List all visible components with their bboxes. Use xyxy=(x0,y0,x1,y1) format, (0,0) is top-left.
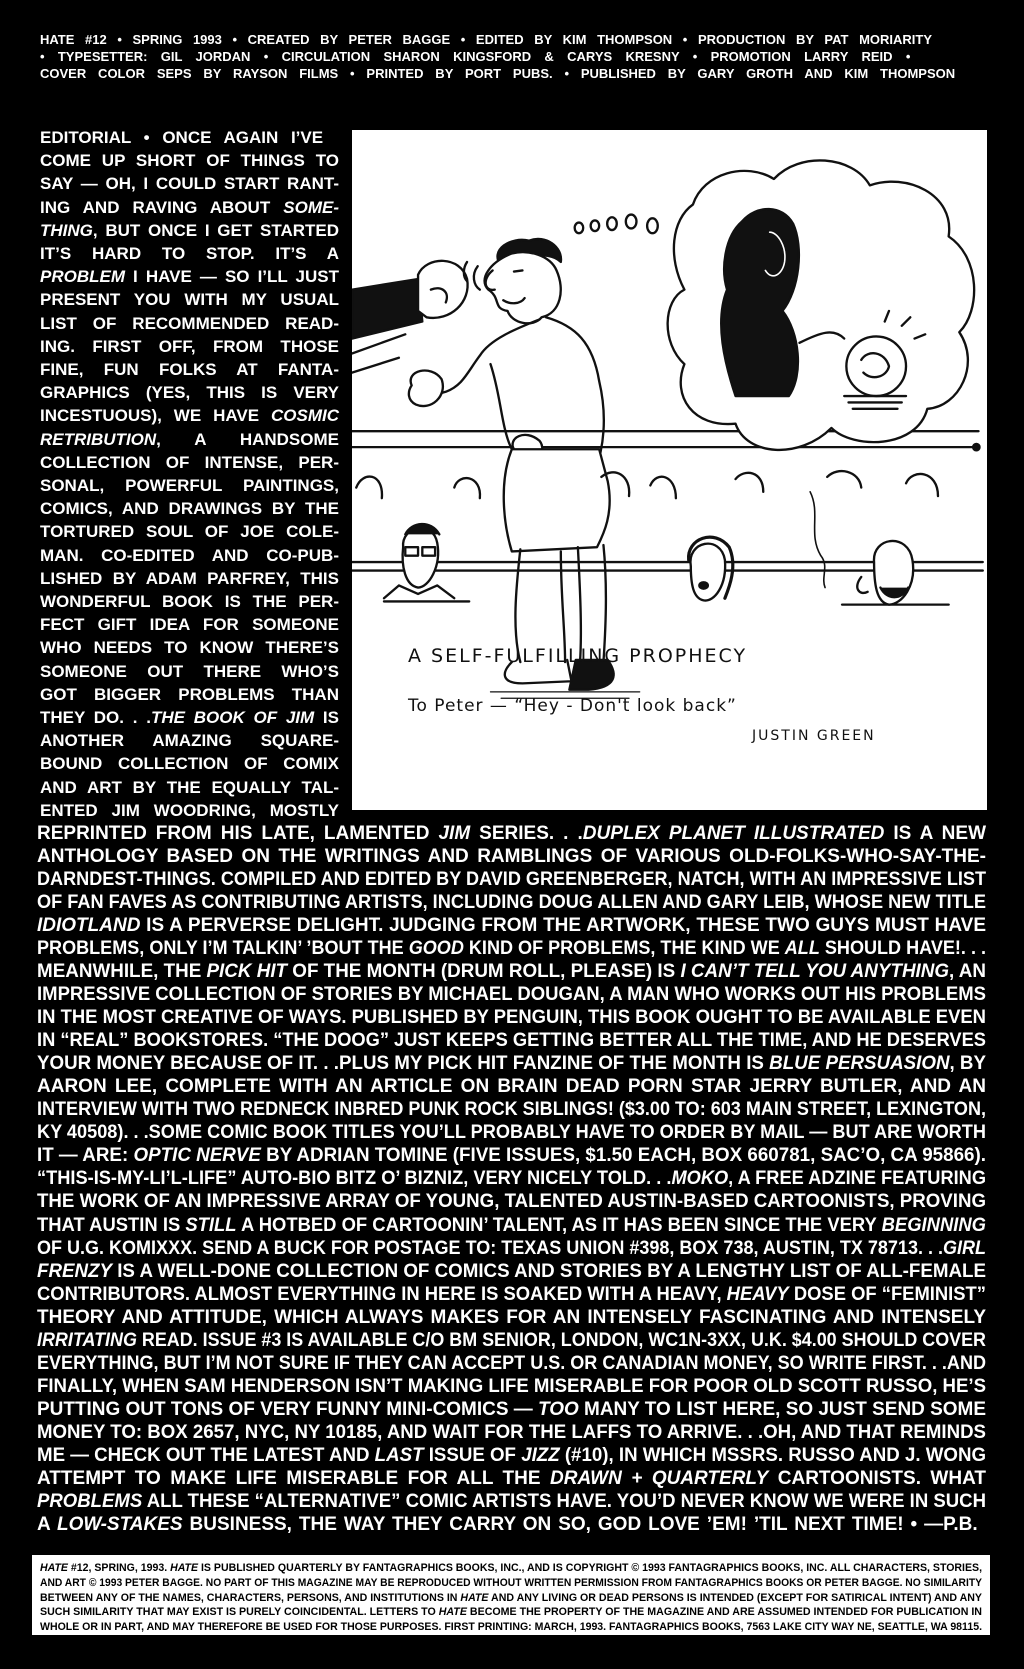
text-line-content xyxy=(37,1375,986,1398)
text-line-content xyxy=(37,914,986,937)
artist-signature: JUSTIN GREEN xyxy=(752,728,876,744)
text-line xyxy=(37,1375,986,1398)
text-line-content xyxy=(37,1190,986,1213)
text-line xyxy=(40,126,339,149)
text-line-content xyxy=(37,845,986,868)
text-line-content xyxy=(37,1167,986,1190)
text-run: AND ART BY THE EQUALLY TAL- xyxy=(40,777,339,797)
text-run: , BY xyxy=(949,1053,986,1075)
text-line xyxy=(40,1591,982,1605)
italic-title: IDIOTLAND xyxy=(37,915,141,937)
text-line-content xyxy=(40,451,339,474)
text-line xyxy=(40,1620,982,1634)
italic-title: DUPLEX PLANET ILLUSTRATED xyxy=(582,823,885,844)
text-run: SONAL, POWERFUL PAINTINGS, xyxy=(40,476,339,495)
italic-title: PROBLEMS xyxy=(37,1490,143,1512)
text-run: ALL THESE “ALTERNATIVE” COMIC ARTISTS HAVE. YOU’D NEVER KNOW WE WERE IN SUCH xyxy=(142,1490,986,1512)
text-line xyxy=(37,1329,986,1352)
text-run: FINE, FUN FOLKS AT FANTA- xyxy=(40,360,339,379)
italic-title: I CAN’T TELL YOU ANYTHING xyxy=(680,961,950,983)
text-run: LIST OF RECOMMENDED READ- xyxy=(40,313,339,333)
text-run: IT — ARE: xyxy=(37,1145,134,1167)
text-run: COLLECTION OF INTENSE, PER- xyxy=(40,452,339,472)
text-run: MONEY TO: BOX 2657, NYC, NY 10185, AND WAIT FOR THE LAFFS TO ARRIVE. . .OH, AND THAT REMINDS xyxy=(37,1421,986,1443)
text-run: GOT BIGGER PROBLEMS THAN xyxy=(40,684,339,704)
text-line xyxy=(37,1006,986,1029)
text-line-content xyxy=(37,983,986,1006)
text-line xyxy=(37,1444,986,1467)
text-line-content xyxy=(40,242,339,265)
text-line-content xyxy=(40,312,339,335)
text-run: • TYPESETTER: GIL JORDAN • CIRCULATION SHARON KINGSFORD & CARYS KRESNY • PROMOTION LARRY REID • xyxy=(40,49,911,64)
text-run: TORTURED SOUL OF JOE COLE- xyxy=(40,522,339,542)
text-line xyxy=(40,149,339,172)
text-line xyxy=(37,1467,986,1490)
text-run: REPRINTED FROM HIS LATE, LAMENTED xyxy=(37,823,439,844)
text-line-content xyxy=(40,196,339,219)
text-run: OF FAN FAVES AS CONTRIBUTING ARTISTS, INCLUDING DOUG ALLEN AND GARY LEIB, WHOSE NEW TITLE xyxy=(37,892,986,914)
text-run: , AN xyxy=(949,961,986,983)
text-line-content xyxy=(40,219,339,242)
italic-title: LAST xyxy=(374,1444,424,1466)
text-run: ANTHOLOGY BASED ON THE WRITINGS AND RAMBLINGS OF VARIOUS OLD-FOLKS-WHO-SAY-THE- xyxy=(37,846,986,868)
italic-title: FRENZY xyxy=(37,1260,113,1282)
text-run: EVERYTHING, BUT I’M NOT SURE IF THEY CAN ACCEPT U.S. OR CANADIAN MONEY, SO WRITE FIRST. . .AND xyxy=(37,1352,986,1374)
spectator-woman xyxy=(689,537,733,600)
text-line xyxy=(40,32,988,48)
text-run: KIND OF PROBLEMS, THE KIND WE xyxy=(463,938,785,960)
text-line xyxy=(40,474,339,497)
text-line xyxy=(37,1490,986,1513)
text-line xyxy=(40,799,339,822)
text-line xyxy=(37,1098,986,1121)
text-line-content xyxy=(37,1144,986,1167)
text-run: FECT GIFT IDEA FOR SOMEONE xyxy=(40,615,339,635)
text-line-content xyxy=(40,66,955,82)
text-line-content xyxy=(40,613,339,636)
text-line xyxy=(40,497,339,520)
italic-title: RETRIBUTION xyxy=(40,429,157,449)
italic-title: HATE xyxy=(438,1606,467,1619)
text-run: BECOME THE PROPERTY OF THE MAGAZINE AND ARE ASSUMED INTENDED FOR PUBLICATION IN xyxy=(466,1606,982,1619)
text-line-content xyxy=(37,1260,986,1283)
italic-title: STILL xyxy=(185,1214,237,1236)
text-run: ENTED JIM WOODRING, MOSTLY xyxy=(40,800,339,820)
text-line-content xyxy=(40,149,339,172)
text-line xyxy=(37,1237,986,1260)
text-line-content xyxy=(37,1444,986,1467)
text-line-content xyxy=(40,428,339,451)
text-line-content xyxy=(40,567,339,590)
italic-title: JIM xyxy=(438,823,471,844)
text-run: , BUT ONCE I GET STARTED xyxy=(92,220,339,240)
text-run: COMICS, AND DRAWINGS BY THE xyxy=(40,499,339,519)
text-line xyxy=(40,335,339,358)
text-line xyxy=(40,381,339,404)
italic-title: SOME- xyxy=(283,197,339,217)
text-line xyxy=(40,66,988,82)
italic-title: THE BOOK OF JIM xyxy=(150,708,315,727)
text-run: , A FREE ADZINE FEATURING xyxy=(728,1168,986,1190)
text-line xyxy=(37,1167,986,1190)
punching-glove-icon xyxy=(352,261,468,373)
text-line-content xyxy=(40,474,339,497)
text-line-content xyxy=(40,404,339,427)
text-run: BUSINESS, THE WAY THEY CARRY ON SO, GOD LOVE ’EM! ’TIL NEXT TIME! • —P.B. xyxy=(182,1513,978,1535)
text-run: MANY TO LIST HERE, SO JUST SEND SOME xyxy=(578,1398,986,1420)
text-run: IS xyxy=(314,708,339,727)
text-run: IN THE MOST CREATIVE OF WAYS. PUBLISHED BY PENGUIN, THIS BOOK OUGHT TO BE AVAILABLE EVEN xyxy=(37,1007,986,1029)
text-line-content xyxy=(37,1006,986,1029)
text-line-content xyxy=(40,660,339,683)
text-run: WONDERFUL BOOK IS THE PER- xyxy=(40,592,339,611)
text-run: HATE #12 • SPRING 1993 • CREATED BY PETER BAGGE • EDITED BY KIM THOMPSON • PRODUCTION BY PAT MORIARITY xyxy=(40,32,933,47)
text-line xyxy=(37,1283,986,1306)
text-line-content xyxy=(37,1306,986,1329)
audience xyxy=(356,471,948,605)
text-run: I HAVE — SO I’LL JUST xyxy=(125,267,339,287)
text-line-content xyxy=(37,1421,986,1444)
text-run: AND ART © 1993 PETER BAGGE. NO PART OF THIS MAGAZINE MAY BE REPRODUCED WITHOUT WRITTEN PERMISSION FROM FANTAGRAPHICS BOOKS OR PETER BAGGE. NO SIMILARITY xyxy=(40,1576,982,1589)
text-run: READ. ISSUE #3 IS AVAILABLE C/O BM SENIOR, LONDON, WC1N-3XX, U.K. $4.00 SHOULD COVER xyxy=(136,1329,986,1351)
text-run: INTERVIEW WITH TWO REDNECK INBRED PUNK ROCK SIBLINGS! ($3.00 TO: 603 MAIN STREET, LEXINGTON, xyxy=(37,1099,986,1121)
text-line-content xyxy=(40,683,339,706)
text-run: , A HANDSOME xyxy=(156,429,339,449)
text-line-content xyxy=(40,729,339,752)
text-run: SHOULD HAVE!. . . xyxy=(819,938,986,960)
text-line xyxy=(37,960,986,983)
text-line-content xyxy=(37,1398,986,1421)
text-line xyxy=(37,1214,986,1237)
spectator-bald-man xyxy=(810,492,949,605)
text-line xyxy=(40,172,339,195)
text-run: ME — CHECK OUT THE LATEST AND xyxy=(37,1444,375,1466)
illustration-caption: A SELF-FULFILLING PROPHECY xyxy=(408,645,748,667)
text-line xyxy=(40,1576,982,1590)
text-line xyxy=(40,312,339,335)
text-run: OF THE MONTH (DRUM ROLL, PLEASE) IS xyxy=(287,961,681,983)
text-run: THAT AUSTIN IS xyxy=(37,1214,186,1236)
italic-title: DRAWN + QUARTERLY xyxy=(550,1467,769,1489)
text-line-content xyxy=(40,358,339,381)
text-run: WHO NEEDS TO KNOW THERE’S xyxy=(40,638,339,658)
text-run: GRAPHICS (YES, THIS IS VERY xyxy=(40,383,339,403)
italic-title: LOW-STAKES xyxy=(56,1513,183,1535)
text-line-content xyxy=(37,1237,986,1260)
text-run: PUTTING OUT TONS OF VERY FUNNY MINI-COMICS — xyxy=(37,1398,538,1420)
italic-title: HATE xyxy=(40,1562,68,1574)
text-line-content xyxy=(37,1352,986,1375)
text-line-content xyxy=(40,1576,982,1590)
text-run: IN “REAL” BOOKSTORES. “THE DOOG” JUST KEEPS GETTING BETTER ALL THE TIME, AND HE DESERVES xyxy=(37,1030,986,1052)
text-run: IT’S HARD TO STOP. IT’S A xyxy=(40,244,339,263)
italic-title: GOOD xyxy=(408,938,464,960)
text-run: DOSE OF “FEMINIST” xyxy=(788,1283,986,1305)
text-line xyxy=(37,983,986,1006)
text-line-content xyxy=(40,32,932,48)
text-line xyxy=(40,428,339,451)
italic-title: IRRITATING xyxy=(37,1329,137,1351)
text-line xyxy=(40,752,339,775)
text-line xyxy=(37,1144,986,1167)
text-line-content xyxy=(37,937,986,960)
text-run: THEY DO. . . xyxy=(40,708,151,727)
text-line xyxy=(40,544,339,567)
text-line xyxy=(40,520,339,543)
text-line xyxy=(37,1190,986,1213)
text-run: ISSUE OF xyxy=(423,1444,522,1466)
text-run: EDITORIAL • ONCE AGAIN I’VE xyxy=(40,128,324,147)
text-line-content xyxy=(37,822,986,845)
italic-title: GIRL xyxy=(942,1237,986,1259)
text-line xyxy=(37,1306,986,1329)
text-line-content xyxy=(40,172,339,195)
text-line xyxy=(37,1421,986,1444)
text-line xyxy=(40,451,339,474)
text-run: FINALLY, WHEN SAM HENDERSON ISN’T MAKING LIFE MISERABLE FOR POOR OLD SCOTT RUSSO, HE’S xyxy=(37,1375,986,1397)
text-line xyxy=(37,868,986,891)
text-line-content xyxy=(40,706,339,729)
italic-title: OPTIC NERVE xyxy=(133,1145,261,1167)
text-line xyxy=(40,242,339,265)
text-run: DARNDEST-THINGS. COMPILED AND EDITED BY DAVID GREENBERGER, NATCH, WITH AN IMPRESSIVE LIST xyxy=(37,869,986,891)
text-line-content xyxy=(37,1214,986,1237)
text-run: #12, SPRING, 1993. xyxy=(67,1562,171,1574)
text-run: AARON LEE, COMPLETE WITH AN ARTICLE ON BRAIN DEAD PORN STAR JERRY BUTLER, AND AN xyxy=(37,1076,986,1098)
text-line xyxy=(37,1029,986,1052)
text-run: IMPRESSIVE COLLECTION OF STORIES BY MICHAEL DOUGAN, A MAN WHO WORKS OUT HIS PROBLEMS xyxy=(37,984,986,1006)
text-line-content xyxy=(37,1283,986,1306)
text-run: SOMEONE OUT THERE WHO’S xyxy=(40,661,339,681)
illustration-dedication: To Peter — “Hey - Don't look back” xyxy=(408,696,737,716)
text-run: YOUR MONEY BECAUSE OF IT. . .PLUS MY PICK HIT FANZINE OF THE MONTH IS xyxy=(37,1053,770,1075)
text-line xyxy=(40,1605,982,1619)
text-line xyxy=(40,288,339,311)
text-run: OF U.G. KOMIXXX. SEND A BUCK FOR POSTAGE TO: TEXAS UNION #398, BOX 738, AUSTIN, TX 78713. . . xyxy=(37,1237,943,1259)
text-run: KY 40508). . .SOME COMIC BOOK TITLES YOU’LL PROBABLY HAVE TO ORDER BY MAIL — BUT ARE WORTH xyxy=(37,1122,986,1144)
text-line xyxy=(40,590,339,613)
text-line-content xyxy=(40,752,339,775)
text-run: AND ANY LIVING OR DEAD PERSONS IS INTENDED (EXCEPT FOR SATIRICAL INTENT) AND ANY xyxy=(488,1591,982,1604)
text-line-content xyxy=(37,1075,986,1098)
text-run: CONTRIBUTORS. ALMOST EVERYTHING IN HERE IS SOAKED WITH A HEAVY, xyxy=(37,1283,727,1305)
text-line-content xyxy=(40,49,910,65)
text-line-content xyxy=(37,891,986,914)
text-run: BOUND COLLECTION OF COMIX xyxy=(40,754,339,774)
text-line-content xyxy=(40,381,339,404)
text-line xyxy=(40,196,339,219)
italic-title: HATE xyxy=(170,1562,199,1574)
text-run: SERIES. . . xyxy=(470,823,583,844)
text-run: PROBLEMS, ONLY I’M TALKIN’ ’BOUT THE xyxy=(37,938,409,960)
text-line xyxy=(40,706,339,729)
text-run: MEANWHILE, THE xyxy=(37,961,207,983)
thought-trail xyxy=(575,215,658,234)
text-line xyxy=(37,1052,986,1075)
text-line-content xyxy=(37,868,986,891)
text-run: A xyxy=(37,1513,57,1535)
text-line-content xyxy=(37,1098,986,1121)
text-run: COVER COLOR SEPS BY RAYSON FILMS • PRINTED BY PORT PUBS. • PUBLISHED BY GARY GROTH AND KIM THOMPSON xyxy=(40,66,956,81)
text-line-content xyxy=(40,335,339,358)
text-line-content xyxy=(40,1591,982,1605)
text-line xyxy=(40,636,339,659)
text-line-content xyxy=(40,799,339,822)
text-line xyxy=(40,219,339,242)
italic-title: HATE xyxy=(460,1591,489,1604)
text-line-content xyxy=(37,1029,986,1052)
text-line xyxy=(40,358,339,381)
text-run: A HOTBED OF CARTOONIN’ TALENT, AS IT HAS BEEN SINCE THE VERY xyxy=(236,1214,882,1236)
text-run: SAY — OH, I COULD START RANT- xyxy=(40,174,339,194)
text-line-content xyxy=(40,544,339,567)
text-line xyxy=(40,683,339,706)
text-line xyxy=(40,1561,982,1575)
text-run: SUCH SIMILARITY THAT MAY EXIST IS PURELY COINCIDENTAL. LETTERS TO xyxy=(40,1606,439,1619)
text-line xyxy=(40,567,339,590)
text-run: IS A PERVERSE DELIGHT. JUDGING FROM THE ARTWORK, THESE TWO GUYS MUST HAVE xyxy=(140,915,986,937)
text-run: INCESTUOUS), WE HAVE xyxy=(40,406,271,426)
text-line-content xyxy=(37,1329,986,1352)
italic-title: MOKO xyxy=(671,1168,729,1190)
illustration-panel xyxy=(352,130,987,810)
text-line xyxy=(37,937,986,960)
text-line-content xyxy=(37,1467,986,1490)
text-run: “THIS-IS-MY-LI’L-LIFE” AUTO-BIO BITZ O’ BIZNIZ, VERY NICELY TOLD. . . xyxy=(37,1168,672,1190)
text-line xyxy=(37,1352,986,1375)
text-line-content xyxy=(40,776,339,799)
text-run: MAN. CO-EDITED AND CO-PUB- xyxy=(40,545,339,565)
text-line xyxy=(40,660,339,683)
text-line-content xyxy=(37,1052,986,1075)
text-run: CARTOONISTS. WHAT xyxy=(768,1467,987,1489)
italic-title: TOO xyxy=(537,1398,579,1420)
text-line xyxy=(37,822,986,845)
text-run: THE WORK OF AN IMPRESSIVE ARRAY OF YOUNG, TALENTED AUSTIN-BASED CARTOONISTS, PROVING xyxy=(37,1191,986,1213)
text-line xyxy=(37,1398,986,1421)
text-line-content xyxy=(37,1490,986,1513)
text-line xyxy=(37,914,986,937)
text-run: BY ADRIAN TOMINE (FIVE ISSUES, $1.50 EACH, BOX 660781, SAC’O, CA 95866). xyxy=(260,1145,986,1167)
text-line xyxy=(37,1260,986,1283)
text-line-content xyxy=(40,520,339,543)
text-run: ING. FIRST OFF, FROM THOSE xyxy=(40,336,339,356)
italic-title: PROBLEM xyxy=(40,267,125,287)
text-line xyxy=(40,613,339,636)
thought-bubble xyxy=(668,160,975,449)
text-run: PRESENT YOU WITH MY USUAL xyxy=(40,290,339,310)
text-line xyxy=(40,404,339,427)
text-run: THEORY AND ATTITUDE, WHICH ALWAYS MAKES FOR AN INTENSELY FASCINATING AND INTENSELY xyxy=(37,1306,986,1328)
italic-title: BLUE PERSUASION xyxy=(769,1053,950,1075)
text-run: COME UP SHORT OF THINGS TO xyxy=(40,151,339,171)
text-line xyxy=(37,891,986,914)
text-line-content xyxy=(40,288,339,311)
text-run: ANOTHER AMAZING SQUARE- xyxy=(40,731,339,751)
text-line-content xyxy=(37,1121,986,1144)
text-line xyxy=(37,1121,986,1144)
text-line xyxy=(37,1075,986,1098)
text-line-content xyxy=(40,1605,982,1619)
text-line-content xyxy=(40,497,339,520)
text-line xyxy=(40,729,339,752)
text-run: LISHED BY ADAM PARFREY, THIS xyxy=(40,568,339,588)
italic-title: COSMIC xyxy=(271,406,339,426)
text-run: IS A NEW xyxy=(884,823,987,844)
text-run: IS PUBLISHED QUARTERLY BY FANTAGRAPHICS BOOKS, INC., AND IS COPYRIGHT © 1993 FANTAGRAPHICS BOOKS, INC. ALL CHARACTERS, STORIES, xyxy=(198,1562,982,1574)
text-run: (#10), IN WHICH MSSRS. RUSSO AND J. WONG xyxy=(559,1444,986,1466)
text-line xyxy=(40,49,988,65)
italic-title: THING xyxy=(40,220,93,240)
text-run: ATTEMPT TO MAKE LIFE MISERABLE FOR ALL THE xyxy=(37,1467,551,1489)
text-line-content xyxy=(40,126,323,149)
text-run: WHOLE OR IN PART, AND MAY THEREFORE BE USED FOR THOSE PURPOSES. FIRST PRINTING: MARCH, 1993. FANTAGRAPHICS BOOKS, 7563 LAKE CITY WAY NE, SEATTLE, WA 98115. xyxy=(40,1621,982,1634)
text-run: IS A WELL-DONE COLLECTION OF COMICS AND STORIES BY A LENGTHY LIST OF ALL-FEMALE xyxy=(112,1260,987,1282)
text-line-content xyxy=(40,265,339,288)
text-line-content xyxy=(37,960,986,983)
text-line xyxy=(40,265,339,288)
text-line-content xyxy=(40,636,339,659)
text-line xyxy=(37,1513,986,1536)
italic-title: BEGINNING xyxy=(881,1214,986,1236)
text-line-content xyxy=(40,1620,982,1634)
text-line-content xyxy=(37,1513,978,1536)
italic-title: HEAVY xyxy=(726,1283,789,1305)
text-run: BETWEEN ANY OF THE NAMES, CHARACTERS, PERSONS, AND INSTITUTIONS IN xyxy=(40,1591,461,1604)
italic-title: PICK HIT xyxy=(206,961,288,983)
text-line-content xyxy=(40,590,339,613)
text-line-content xyxy=(40,1561,982,1575)
text-line xyxy=(37,845,986,868)
text-line xyxy=(40,776,339,799)
text-run: ING AND RAVING ABOUT xyxy=(40,197,284,217)
italic-title: JIZZ xyxy=(521,1444,560,1466)
italic-title: ALL xyxy=(784,938,820,960)
